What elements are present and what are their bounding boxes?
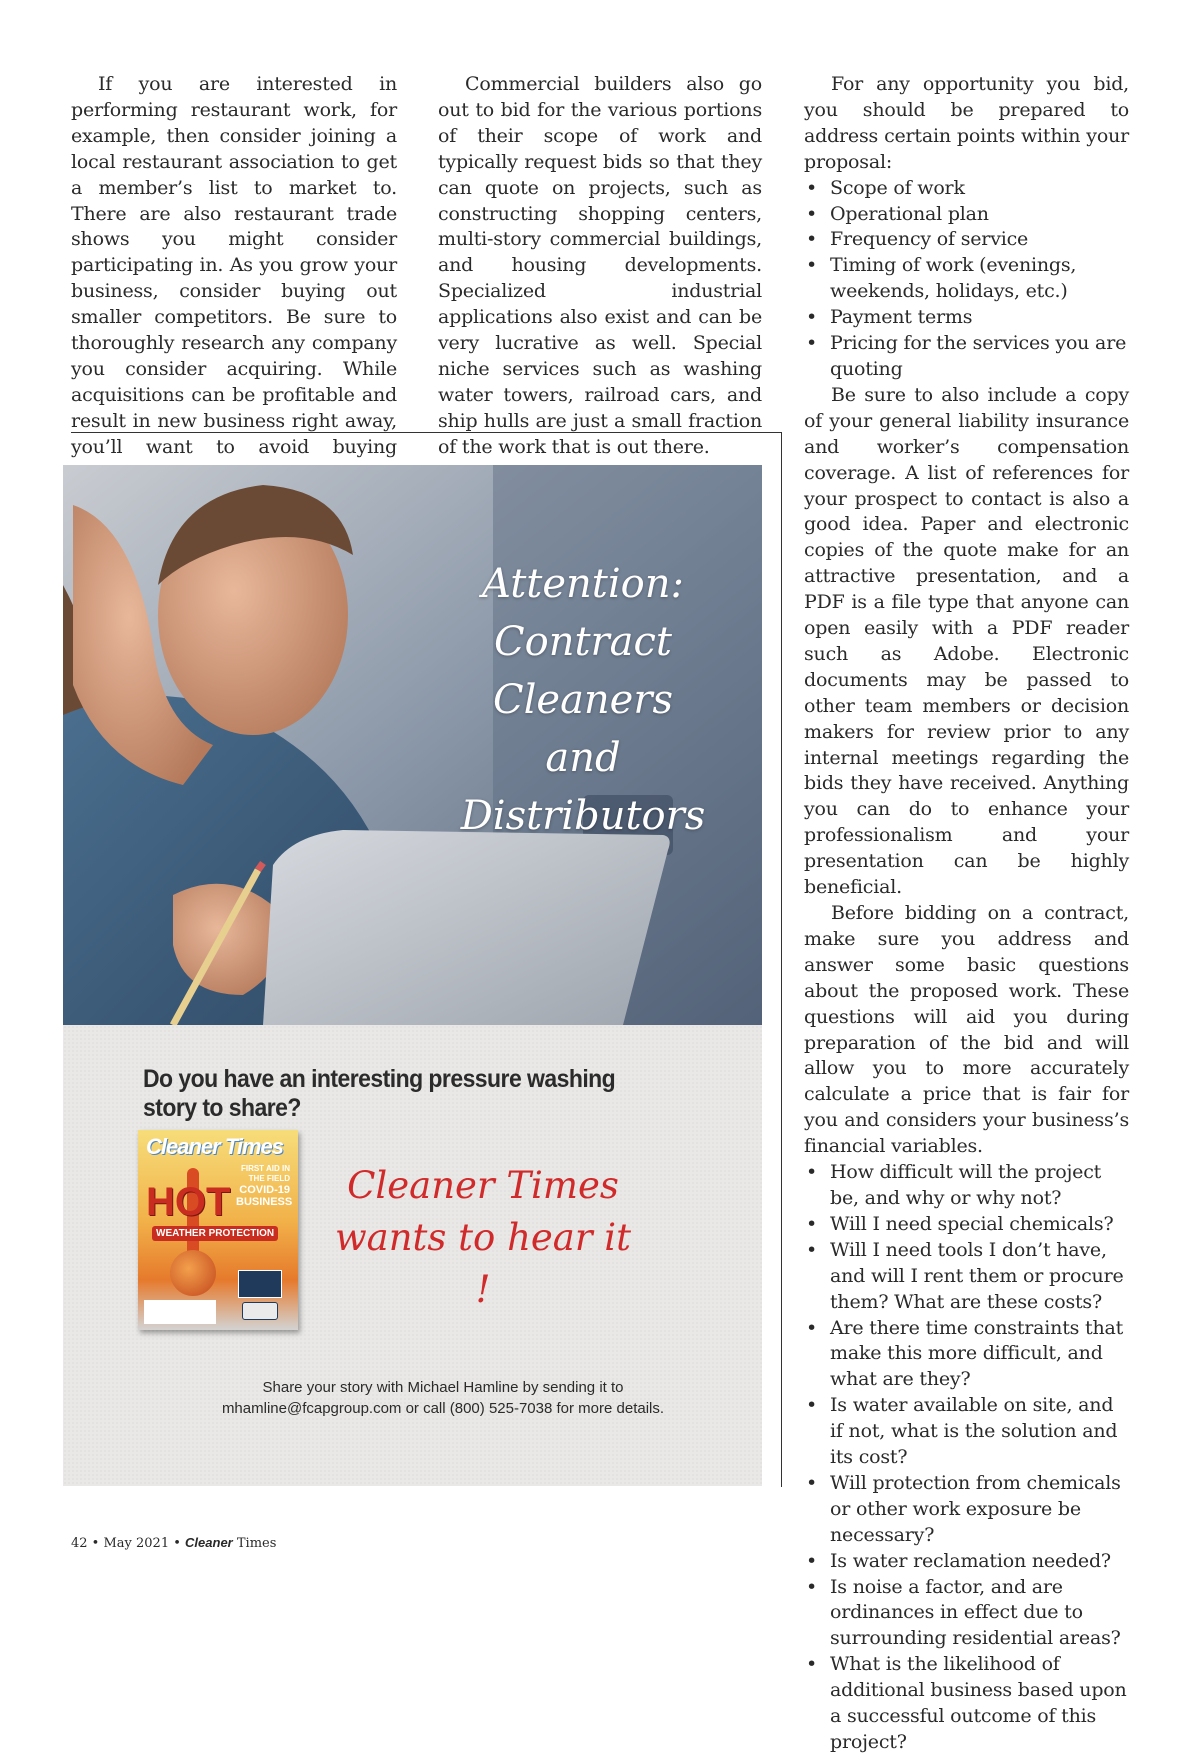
magazine-cover-image — [138, 1130, 298, 1330]
ad-question: Do you have an interesting pressure washing story to share? — [143, 1065, 616, 1122]
ad-border-right — [781, 432, 782, 1487]
footer-prefix: 42 • May 2021 • — [71, 1536, 181, 1551]
list-item: • Is noise a factor, and are ordinances in effect due to surrounding residential areas? — [804, 1575, 1129, 1653]
advertisement — [63, 465, 762, 1486]
ad-photo — [63, 465, 762, 1025]
ad-headline — [423, 555, 743, 845]
paragraph: Be sure to also include a copy of your general liability insurance and worker’s compensation coverage. A list of references for your prospect to contact is also a good idea. Paper and electronic copies of the quote make for an attractive presentation, and a PDF is a file type that anyone can open easily with a PDF reader such as Adobe. Electronic documents may be passed to other team members or decision makers for review prior to any internal meetings regarding the bids they have received. Anything you can do to enhance your professionalism and your presentation can be highly beneficial. — [804, 383, 1129, 899]
list-item: • How difficult will the project be, and why or why not? — [804, 1160, 1129, 1212]
list-item: • Timing of work (evenings, weekends, holidays, etc.) — [804, 253, 1129, 305]
list-item: • Pricing for the services you are quoting — [804, 331, 1129, 383]
list-item: • Is water available on site, and if not, what is the solution and its cost? — [804, 1393, 1129, 1471]
headline-line: Attention: — [482, 561, 684, 607]
contact-line: mhamline@fcapgroup.com or call (800) 525-7038 for more details. — [221, 1400, 665, 1417]
page-footer — [71, 1535, 276, 1551]
contact-line: Share your story with Michael Hamline by sending it to — [262, 1379, 624, 1396]
paragraph: Before bidding on a contract, make sure you address and answer some basic questions about the proposed work. These questions will aid you during preparation of the bid and will allow you to more accurately calculate a price that is fair for you and considers your business’s financial variables. — [804, 902, 1129, 1158]
cover-sidebar-line: COVID-19 — [239, 1184, 290, 1196]
cover-logo — [242, 1302, 278, 1320]
ad-border-top — [71, 432, 781, 433]
list-item: • Are there time constraints that make this more difficult, and what are they? — [804, 1316, 1129, 1394]
ad-contact-text — [183, 1377, 703, 1419]
footer-magazine: Cleaner — [185, 1535, 233, 1550]
footer-suffix: Times — [236, 1536, 277, 1551]
article-column-1 — [71, 72, 397, 487]
cover-sidebar — [236, 1164, 293, 1208]
ad-slogan — [333, 1160, 633, 1316]
list-item: • Is water reclamation needed? — [804, 1549, 1129, 1575]
cover-sidebar-line: FIRST AID IN THE FIELD — [240, 1164, 290, 1183]
thermometer-bulb — [170, 1250, 216, 1296]
bidding-questions-list — [804, 1160, 1129, 1756]
list-item: • Will I need tools I don’t have, and will I rent them or procure them? What are these costs? — [804, 1238, 1129, 1316]
ad-paper-panel — [63, 1025, 762, 1486]
proposal-points-list — [804, 176, 1129, 383]
paragraph: If you are interested in performing restaurant work, for example, then consider joining a local restaurant association to get a member’s list to market to. There are also restaurant trade shows you might consider participating in. As you grow your business, consider buying out smaller competitors. Be sure to thoroughly research any company you consider acquiring. While acquisitions can be profitable and result in new business right away, you’ll want to avoid buying — [71, 73, 397, 458]
paragraph: Commercial builders also go out to bid for the various portions of their scope of work and typically request bids so that they can quote on projects, such as constructing shopping centers, multi-story commercial buildings, and housing developments. Specialized industrial applications also exist and can be very lucrative as well. Special niche services such as washing water towers, railroad cars, and ship hulls are just a small fraction of the work that is out there. — [438, 73, 762, 458]
list-item: • Operational plan — [804, 202, 1129, 228]
cover-hot: HOT — [146, 1180, 231, 1224]
cover-mailing-label — [144, 1300, 216, 1324]
cover-inset-ad — [238, 1270, 282, 1298]
slogan-line: Cleaner Times — [347, 1164, 619, 1207]
slogan-line: wants to hear it ! — [334, 1216, 632, 1311]
headline-line: Contract Cleaners — [493, 619, 673, 723]
cover-sidebar-line: BUSINESS — [236, 1196, 293, 1208]
cover-masthead: Cleaner Times — [146, 1134, 284, 1159]
cover-weather: WEATHER PROTECTION — [152, 1226, 278, 1241]
paragraph: For any opportunity you bid, you should be prepared to address certain points within your proposal: — [804, 73, 1129, 173]
list-item: • What is the likelihood of additional business based upon a successful outcome of this project? — [804, 1652, 1129, 1756]
article-column-2 — [438, 72, 762, 461]
list-item: • Frequency of service — [804, 227, 1129, 253]
article-column-3 — [804, 72, 1129, 1756]
headline-line: and Distributors — [460, 735, 706, 839]
list-item: • Payment terms — [804, 305, 1129, 331]
list-item: • Will I need special chemicals? — [804, 1212, 1129, 1238]
list-item: • Scope of work — [804, 176, 1129, 202]
list-item: • Will protection from chemicals or other work exposure be necessary? — [804, 1471, 1129, 1549]
